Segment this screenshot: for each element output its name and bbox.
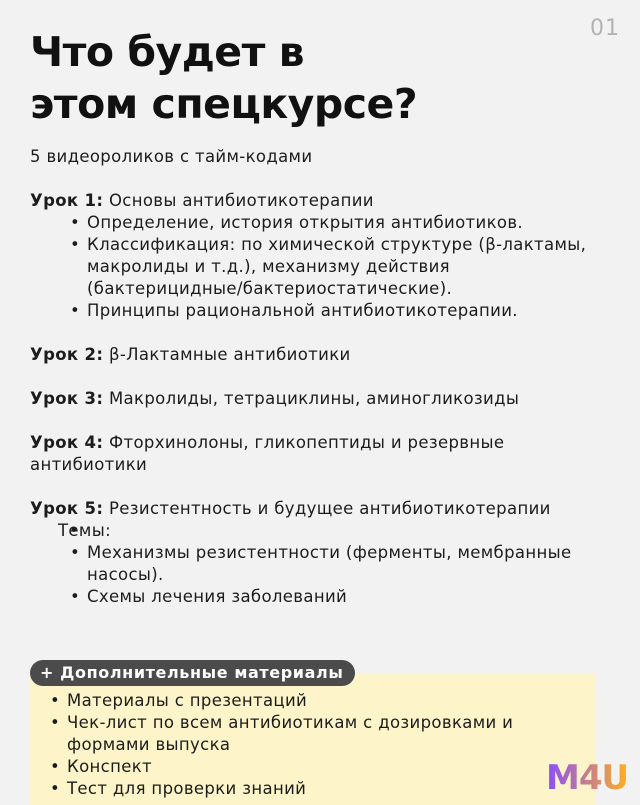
extras-list bbox=[48, 690, 568, 800]
logo-text: M4U bbox=[546, 758, 629, 797]
lesson-1-list bbox=[30, 212, 600, 322]
list-item: • Определение, история открытия антибиотиков. bbox=[30, 212, 600, 234]
m4u-logo bbox=[544, 753, 634, 797]
lesson-1-label: Урок 1: bbox=[30, 191, 104, 210]
lesson-2 bbox=[30, 344, 600, 366]
lesson-1-heading bbox=[30, 190, 600, 212]
lesson-5-label: Урок 5: bbox=[30, 499, 104, 518]
list-item: • Принципы рациональной антибиотикотерапии. bbox=[30, 300, 600, 322]
lesson-2-heading bbox=[30, 344, 600, 366]
lesson-5 bbox=[30, 498, 600, 608]
list-item: • Классификация: по химической структуре (β-лактамы, макролиды и т.д.), механизму действия (бактерицидные/бактериостатические). bbox=[30, 234, 600, 300]
list-item: • Схемы лечения заболеваний bbox=[58, 586, 600, 608]
extras-badge: + Дополнительные материалы bbox=[30, 660, 355, 686]
course-content bbox=[30, 146, 600, 630]
topics-list bbox=[58, 542, 600, 608]
lesson-4 bbox=[30, 432, 600, 476]
lesson-1 bbox=[30, 190, 600, 322]
list-item: • Чек-лист по всем антибиотикам с дозировками и формами выпуска bbox=[48, 712, 568, 756]
lesson-1-title: Основы антибиотикотерапии bbox=[108, 191, 374, 210]
page-title-line-1: Что будет в bbox=[30, 28, 305, 76]
page-title bbox=[30, 26, 417, 130]
list-item: • Механизмы резистентности (ферменты, мембранные насосы). bbox=[58, 542, 600, 586]
lesson-2-label: Урок 2: bbox=[30, 345, 104, 364]
list-item: • Материалы с презентаций bbox=[48, 690, 568, 712]
lesson-2-title: β-Лактамные антибиотики bbox=[108, 345, 351, 364]
lesson-4-heading bbox=[30, 432, 600, 476]
lesson-3-heading bbox=[30, 388, 600, 410]
page-number: 01 bbox=[590, 16, 620, 41]
lesson-3-label: Урок 3: bbox=[30, 389, 104, 408]
lesson-3-title: Макролиды, тетрациклины, аминогликозиды bbox=[108, 389, 520, 408]
lesson-3 bbox=[30, 388, 600, 410]
page-title-line-2: этом спецкурсе? bbox=[30, 80, 418, 128]
lesson-5-title: Резистентность и будущее антибиотикотерапии bbox=[108, 499, 551, 518]
topics-item bbox=[58, 520, 600, 608]
lesson-4-label: Урок 4: bbox=[30, 433, 104, 452]
list-item: • Тест для проверки знаний bbox=[48, 778, 568, 800]
list-item: • Конспект bbox=[48, 756, 568, 778]
topics-label: Темы: bbox=[58, 521, 112, 540]
lesson-5-heading bbox=[30, 498, 600, 520]
lesson-4-title: Фторхинолоны, гликопептиды и резервные антибиотики bbox=[30, 433, 505, 474]
course-subtitle: 5 видеороликов с тайм-кодами bbox=[30, 147, 313, 166]
lesson-5-topics bbox=[30, 520, 600, 608]
